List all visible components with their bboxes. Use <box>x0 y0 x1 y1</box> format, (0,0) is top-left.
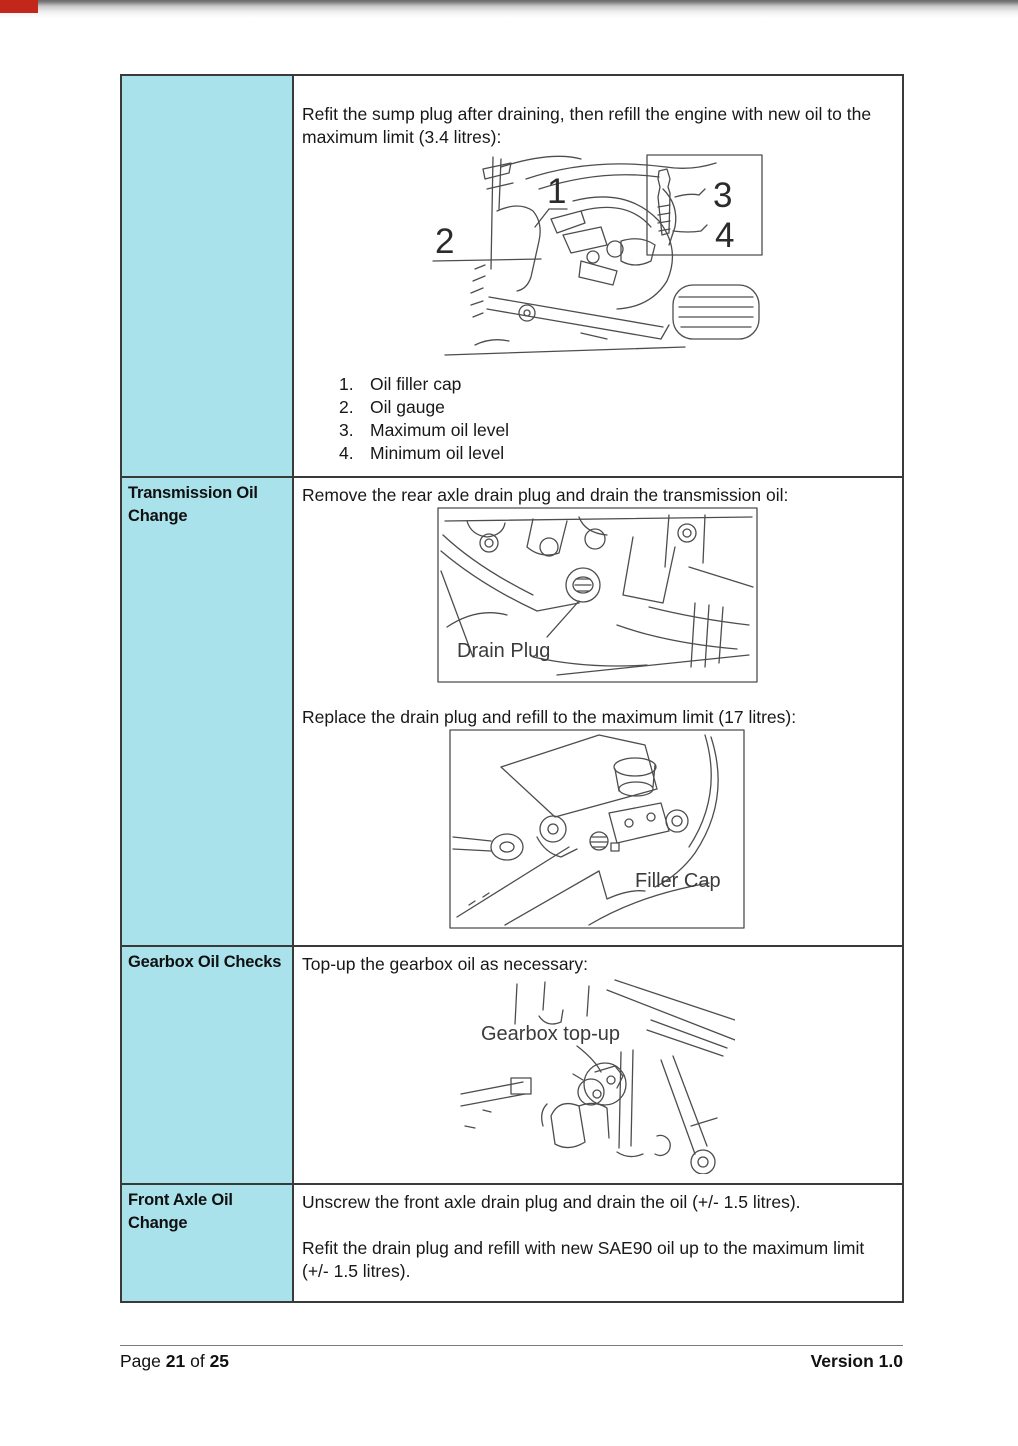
legend-label: Minimum oil level <box>370 442 505 463</box>
row-header-cell-front-axle: Front Axle Oil Change <box>122 1185 294 1301</box>
table-row-engine-oil <box>122 76 902 476</box>
figure-transmission-filler <box>302 729 892 929</box>
body-text: Refit the drain plug and refill with new SAE90 oil up to the maximum limit (+/- 1.5 litres). <box>302 1238 865 1282</box>
row-body-cell-gearbox <box>294 947 902 1183</box>
callout-3: 3 <box>712 176 732 216</box>
drain-plug-line-drawing <box>437 507 758 683</box>
body-text: Refit the sump plug after draining, then refill the engine with new oil to the maximum limit (3.4 litres): <box>302 104 872 148</box>
window-top-shadow <box>0 0 1018 18</box>
legend-item <box>339 419 892 442</box>
body-text: Top-up the gearbox oil as necessary: <box>302 954 588 974</box>
top-left-red-marker <box>0 0 38 13</box>
gearbox-topup-label: Gearbox top-up <box>481 1023 620 1046</box>
footer-page-number: 21 <box>165 1351 186 1371</box>
legend-number: 2. <box>339 397 354 418</box>
table-row-front-axle-oil <box>122 1183 902 1301</box>
table-row-transmission-oil <box>122 476 902 945</box>
row-body-cell-front-axle <box>294 1185 902 1301</box>
figure-gearbox-topup <box>302 976 892 1174</box>
filler-cap-line-drawing <box>449 729 745 929</box>
engine-oil-line-drawing <box>431 149 764 364</box>
footer-version: Version 1.0 <box>810 1351 903 1371</box>
legend-item <box>339 442 892 465</box>
legend-label: Oil filler cap <box>370 374 462 395</box>
body-text: Unscrew the front axle drain plug and drain the oil (+/- 1.5 litres). <box>302 1192 801 1212</box>
maintenance-table <box>120 74 904 1303</box>
footer-of-word: of <box>190 1351 205 1371</box>
footer-page-word: Page <box>120 1351 161 1371</box>
row-header-cell-gearbox: Gearbox Oil Checks <box>122 947 294 1183</box>
callout-4: 4 <box>714 216 734 256</box>
legend-number: 3. <box>339 420 354 441</box>
footer-page-indicator <box>120 1351 229 1372</box>
callout-2: 2 <box>434 222 454 262</box>
footer-page-count: 25 <box>209 1351 230 1371</box>
legend-label: Oil gauge <box>370 397 445 418</box>
row-header-cell-transmission: Transmission Oil Change <box>122 478 294 945</box>
legend-label: Maximum oil level <box>370 420 510 441</box>
footer-divider <box>120 1345 903 1346</box>
body-text: Remove the rear axle drain plug and drain the transmission oil: <box>302 485 789 505</box>
page-footer <box>120 1351 903 1372</box>
row-body-cell-transmission <box>294 478 902 945</box>
legend-item <box>339 396 892 419</box>
legend-number: 4. <box>339 442 354 463</box>
gearbox-topup-line-drawing <box>459 976 735 1174</box>
row-header-cell-empty <box>122 76 294 476</box>
figure-engine-oil <box>302 149 892 364</box>
legend-number: 1. <box>339 374 354 395</box>
table-row-gearbox-oil <box>122 945 902 1183</box>
drain-plug-label: Drain Plug <box>456 640 550 663</box>
callout-1: 1 <box>546 172 566 212</box>
legend-item <box>339 373 892 396</box>
body-text: Replace the drain plug and refill to the maximum limit (17 litres): <box>302 707 797 728</box>
figure-legend <box>339 373 892 465</box>
filler-cap-label: Filler Cap <box>635 870 721 893</box>
figure-rear-axle-drain <box>302 507 892 683</box>
row-body-cell-engine-oil <box>294 76 902 476</box>
